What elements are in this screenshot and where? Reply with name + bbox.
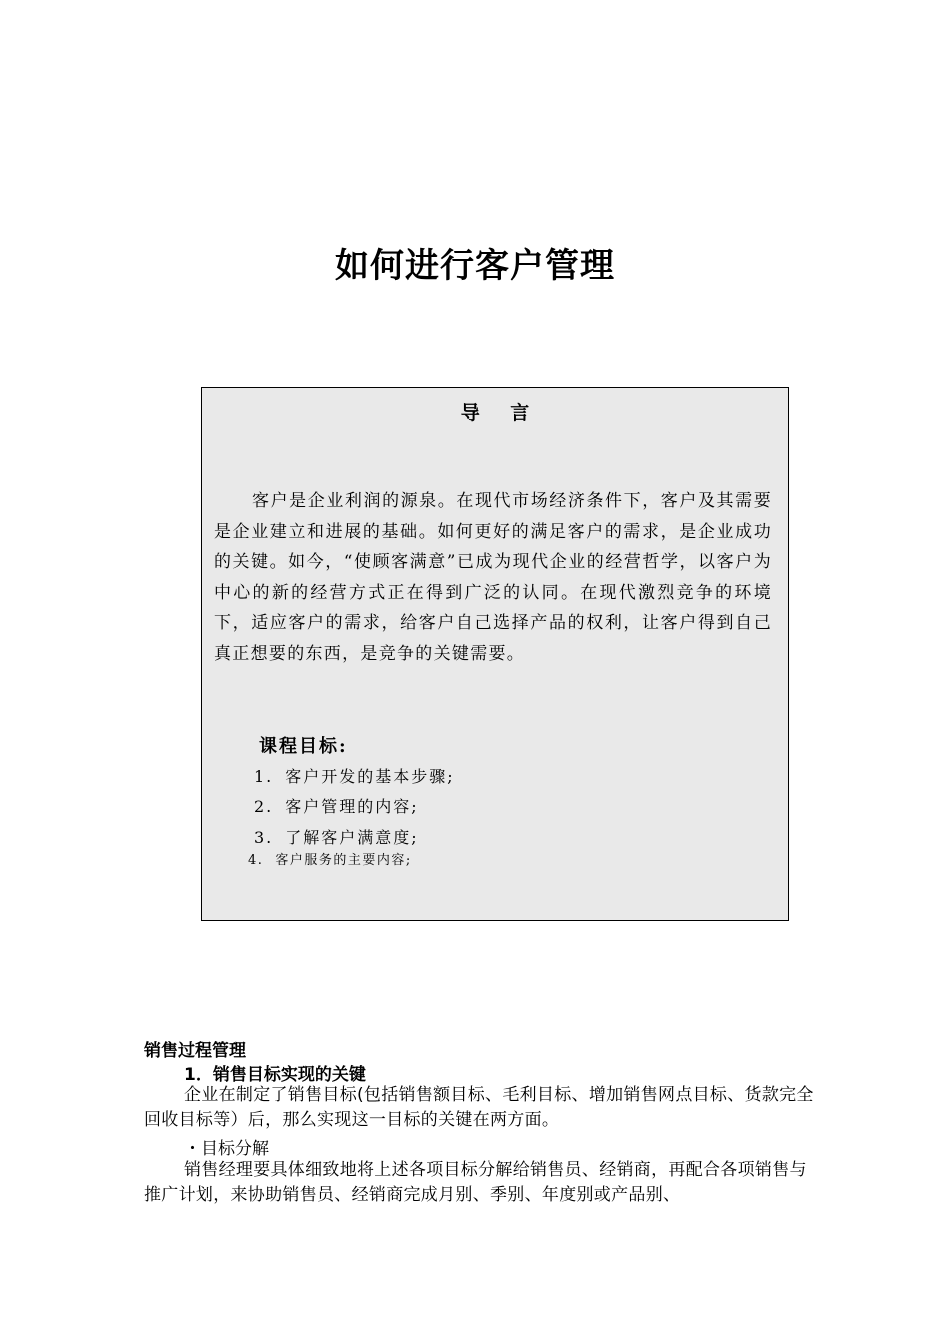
goal-number: 2. — [254, 797, 274, 816]
section-subtitle: 1．销售目标实现的关键 — [184, 1065, 366, 1085]
goal-number: 1. — [254, 767, 274, 786]
goal-item — [248, 849, 412, 868]
goal-text: 客户开发的基本步骤; — [285, 767, 455, 786]
goal-item — [254, 794, 419, 817]
goal-number: 4. — [248, 853, 264, 868]
intro-heading: 导 言 — [460, 402, 542, 424]
goal-number: 3. — [254, 828, 274, 847]
section-title: 销售过程管理 — [144, 1041, 246, 1061]
section-paragraph: 企业在制定了销售目标(包括销售额目标、毛利目标、增加销售网点目标、货款完全回收目标等）后，那么实现这一目标的关键在两方面。 — [144, 1085, 814, 1130]
goal-text: 了解客户满意度; — [285, 828, 419, 847]
goal-text: 客户服务的主要内容; — [275, 853, 412, 868]
intro-paragraph: 客户是企业利润的源泉。在现代市场经济条件下，客户及其需要是企业建立和进展的基础。如何更好的满足客户的需求，是企业成功的关键。如今，“使顾客满意”已成为现代企业的经营哲学，以客户为中心的新的经营方式正在得到广泛的认同。在现代激烈竞争的环境下，适应客户的需求，给客户自己选择产品的权利，让客户得到自己真正想要的东西，是竞争的关键需要。 — [214, 491, 772, 664]
goal-item — [254, 825, 419, 848]
goal-item — [254, 764, 455, 787]
document-title: 如何进行客户管理 — [335, 246, 615, 286]
goal-text: 客户管理的内容; — [285, 797, 419, 816]
bullet-item: ・目标分解 — [184, 1139, 269, 1159]
intro-box — [201, 387, 789, 921]
section-paragraph: 销售经理要具体细致地将上述各项目标分解给销售员、经销商，再配合各项销售与推广计划，来协助销售员、经销商完成月别、季别、年度别或产品别、 — [144, 1160, 807, 1205]
goals-heading: 课程目标: — [259, 736, 348, 757]
